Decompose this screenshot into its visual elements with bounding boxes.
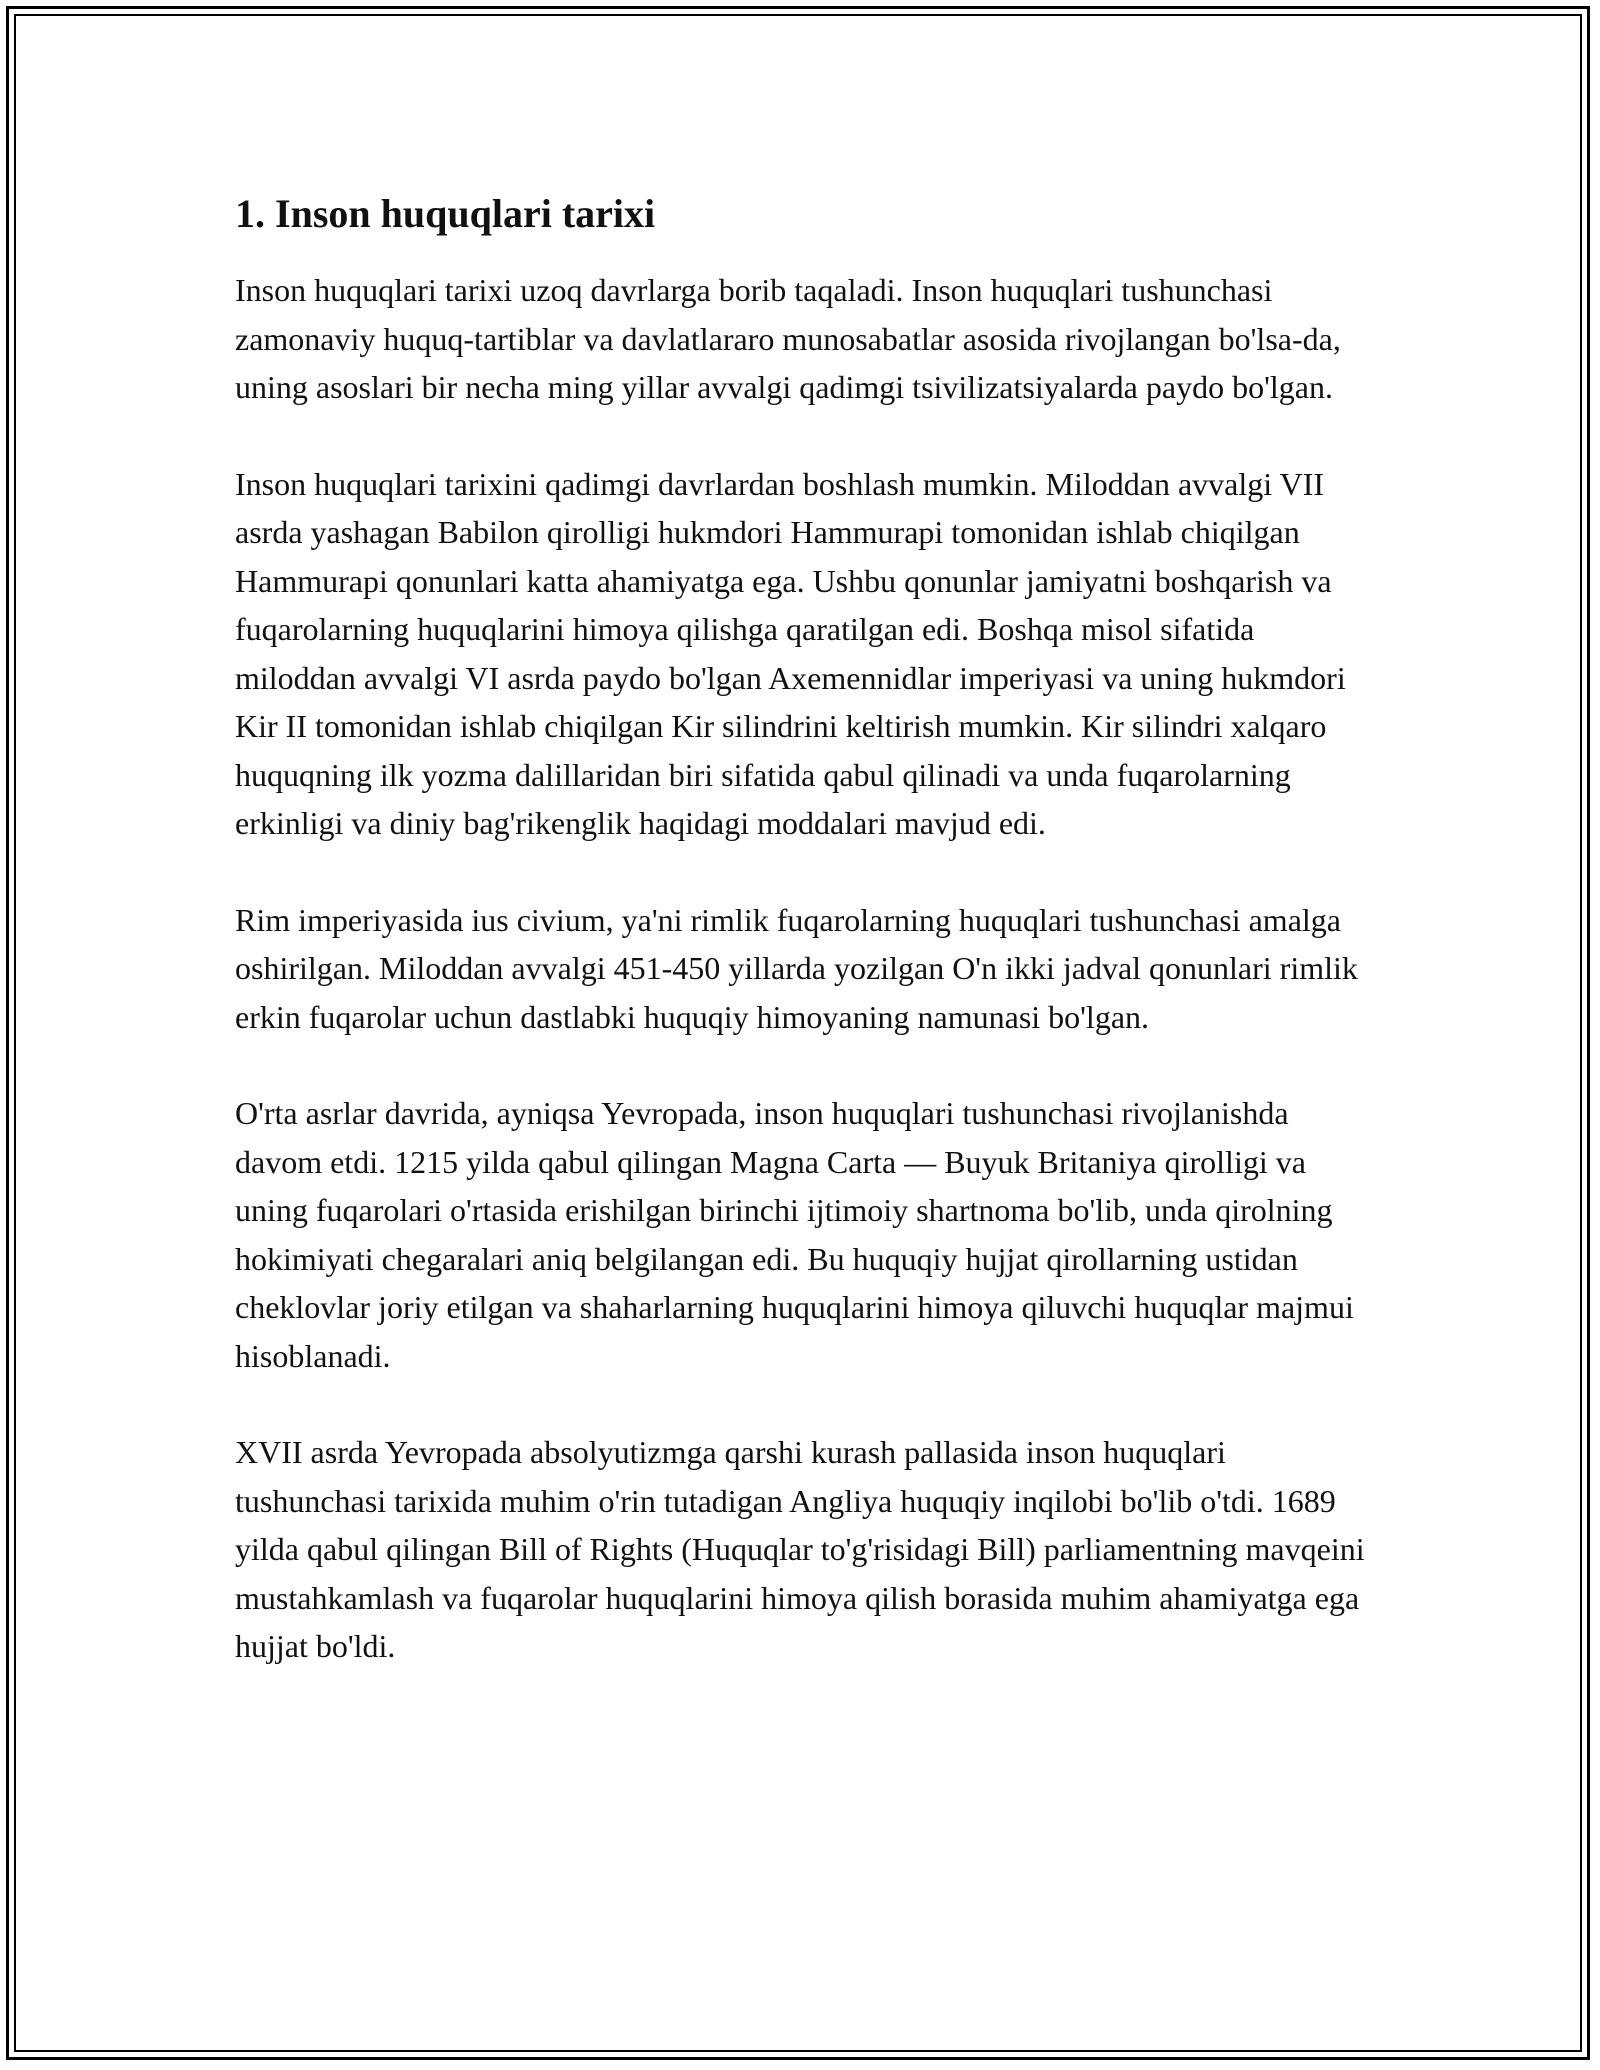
- paragraph-4: O'rta asrlar davrida, ayniqsa Yevropada, inson huquqlari tushunchasi rivojlanishda davom etdi. 1215 yilda qabul qilingan Magna Carta — Buyuk Britaniya qirolligi va uning fuqarolari o'rtasida erishilgan birinchi ijtimoiy shartnoma bo'lib, unda qirolning hokimiyati chegaralari aniq belgilangan edi. Bu huquqiy hujjat qirollarning ustidan cheklovlar joriy etilgan va shaharlarning huquqlarini himoya qiluvchi huquqlar majmui hisoblanadi.: [235, 1095, 1354, 1374]
- paragraph-5: XVII asrda Yevropada absolyutizmga qarshi kurash pallasida inson huquqlari tushunchasi tarixida muhim o'rin tutadigan Angliya huquqiy inqilobi bo'lib o'tdi. 1689 yilda qabul qilingan Bill of Rights (Huquqlar to'g'risidagi Bill) parliamentning mavqeini mustahkamlash va fuqarolar huquqlarini himoya qilish borasida muhim ahamiyatga ega hujjat bo'ldi.: [235, 1434, 1365, 1664]
- section-title: 1. Inson huquqlari tarixi: [235, 191, 656, 236]
- paragraph-1: Inson huquqlari tarixi uzoq davrlarga borib taqaladi. Inson huquqlari tushunchasi zamonaviy huquq-tartiblar va davlatlararo munosabatlar asosida rivojlangan bo'lsa-da, uning asoslari bir necha ming yillar avvalgi qadimgi tsivilizatsiyalarda paydo bo'lgan.: [235, 272, 1341, 405]
- paragraph-2: Inson huquqlari tarixini qadimgi davrlardan boshlash mumkin. Miloddan avvalgi VII asrda yashagan Babilon qirolligi hukmdori Hammurapi tomonidan ishlab chiqilgan Hammurapi qonunlari katta ahamiyatga ega. Ushbu qonunlar jamiyatni boshqarish va fuqarolarning huquqlarini himoya qilishga qaratilgan edi. Boshqa misol sifatida miloddan avvalgi VI asrda paydo bo'lgan Axemennidlar imperiyasi va uning hukmdori Kir II tomonidan ishlab chiqilgan Kir silindrini keltirish mumkin. Kir silindri xalqaro huquqning ilk yozma dalillaridan biri sifatida qabul qilinadi va unda fuqarolarning erkinligi va diniy bag'rikenglik haqidagi moddalari mavjud edi.: [235, 465, 1346, 841]
- paragraph-3: Rim imperiyasida ius civium, ya'ni rimlik fuqarolarning huquqlari tushunchasi amalga oshirilgan. Miloddan avvalgi 451-450 yillarda yozilgan O'n ikki jadval qonunlari rimlik erkin fuqarolar uchun dastlabki huquqiy himoyaning namunasi bo'lgan.: [235, 901, 1358, 1035]
- document-body: [235, 188, 1370, 1719]
